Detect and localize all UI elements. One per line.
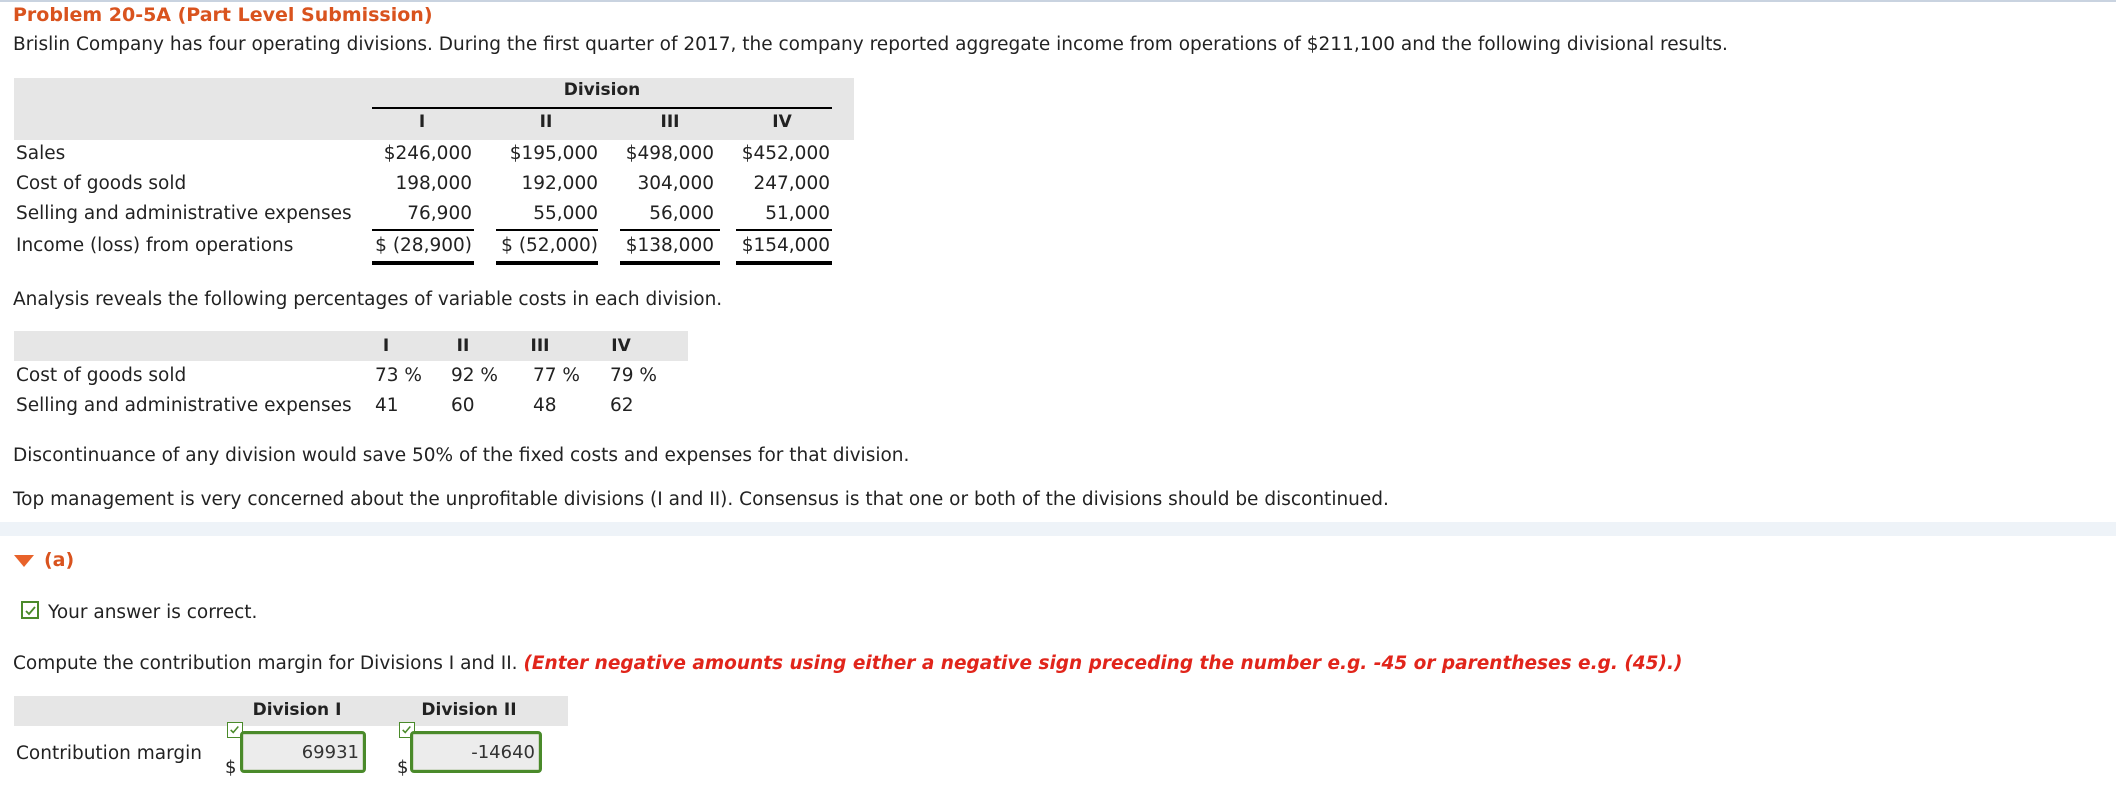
currency-symbol: $ <box>225 757 237 778</box>
cell-value: 62 <box>610 395 634 416</box>
cell-value: 60 <box>451 395 475 416</box>
cell-value: 247,000 <box>753 173 830 194</box>
currency-symbol: $ <box>397 757 409 778</box>
cell-value: $195,000 <box>509 143 598 164</box>
part-a-label[interactable]: (a) <box>44 549 75 571</box>
subtotal-rule <box>620 229 720 231</box>
cell-value: 51,000 <box>765 203 830 224</box>
col-header-division-2: Division II <box>421 700 517 720</box>
cell-value: 198,000 <box>395 173 472 194</box>
cell-value: 304,000 <box>637 173 714 194</box>
cell-value: 55,000 <box>533 203 598 224</box>
row-label-sa-expenses: Selling and administrative expenses <box>16 395 352 416</box>
division-1-answer-input[interactable] <box>243 734 363 770</box>
row-label-contribution-margin: Contribution margin <box>16 743 202 764</box>
division-2-answer-box[interactable] <box>410 731 542 773</box>
cell-value: $138,000 <box>625 235 714 256</box>
row-label-cogs: Cost of goods sold <box>16 365 187 386</box>
cell-value: 192,000 <box>521 173 598 194</box>
cell-value: 73 % <box>375 365 422 386</box>
total-rule <box>496 261 598 265</box>
cell-value: 41 <box>375 395 399 416</box>
instruction-text <box>13 653 1682 674</box>
cell-value: $452,000 <box>741 143 830 164</box>
discontinuance-text: Discontinuance of any division would save 50% of the fixed costs and expenses for that division. <box>13 445 910 466</box>
problem-title: Problem 20-5A (Part Level Submission) <box>13 4 433 26</box>
row-label-income: Income (loss) from operations <box>16 235 294 256</box>
total-rule <box>372 261 474 265</box>
subtotal-rule <box>736 229 832 231</box>
col-header-1: I <box>382 336 390 356</box>
section-separator <box>0 522 2116 536</box>
cell-value: 56,000 <box>649 203 714 224</box>
cell-value: 92 % <box>451 365 498 386</box>
cell-value: $498,000 <box>625 143 714 164</box>
subtotal-rule <box>372 229 474 231</box>
collapse-triangle-icon[interactable] <box>14 555 34 567</box>
col-header-4: IV <box>611 336 631 356</box>
cell-value: 79 % <box>610 365 657 386</box>
division-group-header: Division <box>563 80 641 100</box>
col-header-1: I <box>418 112 426 132</box>
header-rule <box>372 107 832 109</box>
cell-value: $ (28,900) <box>375 235 472 256</box>
total-rule <box>736 261 832 265</box>
cell-value: $ (52,000) <box>501 235 598 256</box>
cell-value: $154,000 <box>741 235 830 256</box>
cell-value: 77 % <box>533 365 580 386</box>
col-header-4: IV <box>772 112 792 132</box>
col-header-3: III <box>530 336 550 356</box>
col-header-2: II <box>456 336 470 356</box>
cell-value: 76,900 <box>407 203 472 224</box>
cell-value: 48 <box>533 395 557 416</box>
col-header-3: III <box>660 112 680 132</box>
col-header-2: II <box>539 112 553 132</box>
top-border <box>0 0 2116 2</box>
correct-check-icon <box>21 601 39 619</box>
total-rule <box>620 261 720 265</box>
division-1-answer-box[interactable] <box>240 731 366 773</box>
variable-table-header <box>14 331 688 361</box>
col-header-division-1: Division I <box>252 700 342 720</box>
problem-intro: Brislin Company has four operating divisions. During the first quarter of 2017, the company reported aggregate income from operations of $211,100 and the following divisional results. <box>13 34 1728 55</box>
row-label-sales: Sales <box>16 143 66 164</box>
row-label-cogs: Cost of goods sold <box>16 173 187 194</box>
row-label-sa-expenses: Selling and administrative expenses <box>16 203 352 224</box>
instruction: Compute the contribution margin for Divisions I and II. <box>13 653 518 674</box>
instruction-hint: (Enter negative amounts using either a negative sign preceding the number e.g. -45 or parentheses e.g. (45).) <box>523 653 1683 674</box>
correct-message: Your answer is correct. <box>48 602 258 623</box>
division-2-answer-input[interactable] <box>413 734 539 770</box>
cell-value: $246,000 <box>383 143 472 164</box>
subtotal-rule <box>496 229 598 231</box>
management-text: Top management is very concerned about the unprofitable divisions (I and II). Consensus is that one or both of the divisions should be discontinued. <box>13 489 1389 510</box>
analysis-text: Analysis reveals the following percentages of variable costs in each division. <box>13 289 723 310</box>
